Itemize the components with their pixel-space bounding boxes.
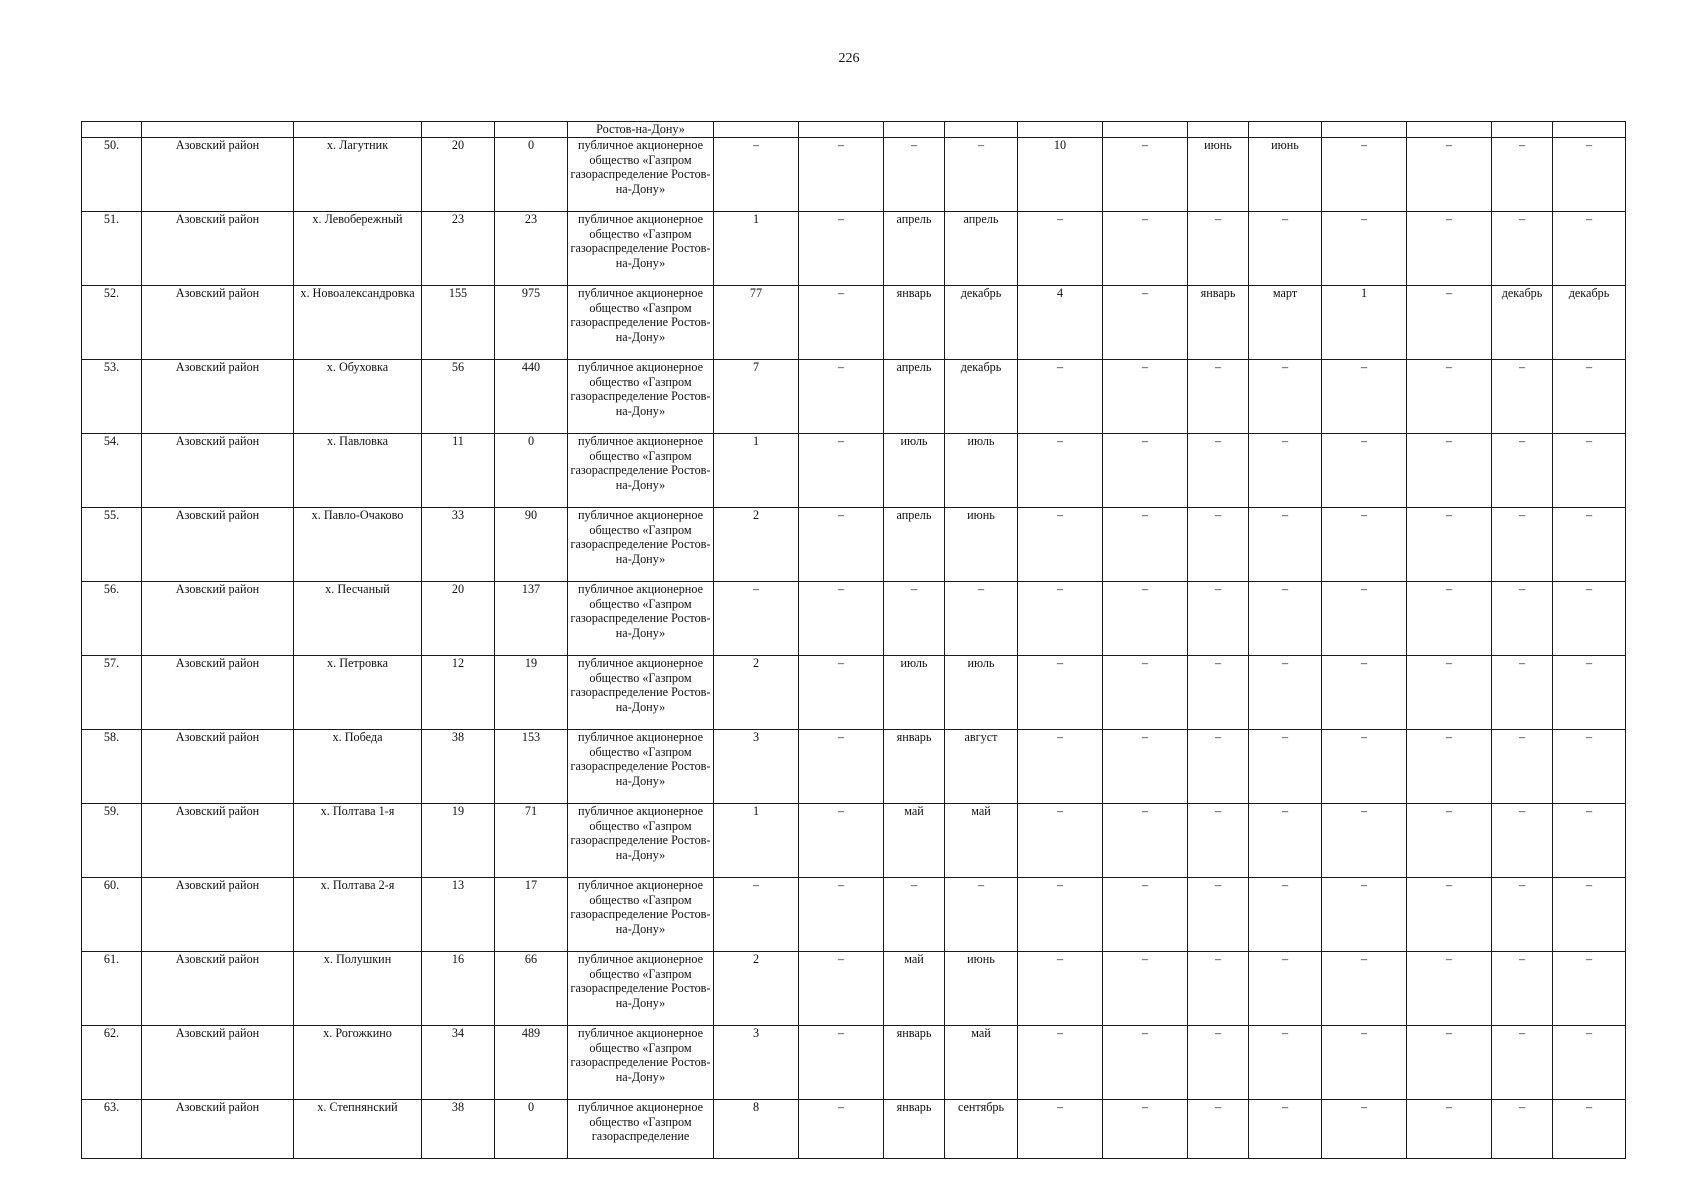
- settlement-cell: х. Павло-Очаково: [294, 508, 422, 582]
- data-cell-10: –: [1407, 952, 1492, 1026]
- page-number: 226: [838, 51, 860, 66]
- data-cell-9: –: [1322, 878, 1407, 952]
- data-cell-3: апрель: [884, 360, 945, 434]
- data-cell-1: 8: [714, 1100, 799, 1159]
- data-cell-5: –: [1018, 730, 1103, 804]
- data-cell-10: –: [1407, 1100, 1492, 1159]
- settlement-cell: х. Победа: [294, 730, 422, 804]
- data-cell-12: –: [1553, 656, 1626, 730]
- data-cell-9: –: [1322, 582, 1407, 656]
- table-row: [82, 360, 1626, 434]
- data-cell-9: –: [1322, 212, 1407, 286]
- data-cell-12: –: [1553, 730, 1626, 804]
- table-row: [82, 508, 1626, 582]
- data-cell-5: –: [1018, 804, 1103, 878]
- data-cell-7: –: [1188, 212, 1249, 286]
- data-cell-11: –: [1492, 1026, 1553, 1100]
- count-cell-1: 20: [422, 138, 495, 212]
- data-cell-2: –: [799, 508, 884, 582]
- data-cell-5: –: [1018, 1026, 1103, 1100]
- data-cell-10: –: [1407, 804, 1492, 878]
- data-cell-7: январь: [1188, 286, 1249, 360]
- data-cell-7: июнь: [1188, 138, 1249, 212]
- settlement-cell: х. Павловка: [294, 434, 422, 508]
- data-cell-8: март: [1249, 286, 1322, 360]
- data-cell-8: –: [1249, 212, 1322, 286]
- data-cell-10: –: [1407, 360, 1492, 434]
- table-row: [82, 212, 1626, 286]
- data-cell-4: июль: [945, 434, 1018, 508]
- row-number-cell: 53.: [82, 360, 142, 434]
- row-number-cell: 57.: [82, 656, 142, 730]
- data-cell-11: –: [1492, 878, 1553, 952]
- data-cell-3: апрель: [884, 212, 945, 286]
- data-cell-2: –: [799, 138, 884, 212]
- data-cell-11: –: [1492, 656, 1553, 730]
- data-cell-1: 1: [714, 212, 799, 286]
- data-cell-11: –: [1492, 582, 1553, 656]
- data-cell-3: июль: [884, 434, 945, 508]
- data-cell-6: –: [1103, 730, 1188, 804]
- count-cell-1: 33: [422, 508, 495, 582]
- data-cell-9: –: [1322, 730, 1407, 804]
- data-cell-10: –: [1407, 138, 1492, 212]
- table-row: [82, 952, 1626, 1026]
- data-cell-2: –: [799, 1100, 884, 1159]
- data-cell-5: –: [1018, 212, 1103, 286]
- organization-cell: публичное акционерное общество «Газпром газораспределение Ростов-на-Дону»: [568, 878, 714, 952]
- data-cell-7: –: [1188, 804, 1249, 878]
- data-cell-6: –: [1103, 212, 1188, 286]
- data-cell-11: –: [1492, 360, 1553, 434]
- count-cell-1: 20: [422, 582, 495, 656]
- continuation-text: Ростов-на-Дону»: [568, 122, 714, 138]
- data-cell-10: –: [1407, 582, 1492, 656]
- data-cell-7: –: [1188, 1026, 1249, 1100]
- data-cell-9: –: [1322, 508, 1407, 582]
- settlement-cell: х. Полушкин: [294, 952, 422, 1026]
- data-cell-6: –: [1103, 1100, 1188, 1159]
- district-cell: Азовский район: [142, 360, 294, 434]
- table-row: [82, 138, 1626, 212]
- table-row: [82, 878, 1626, 952]
- data-cell-2: –: [799, 434, 884, 508]
- data-cell-12: –: [1553, 952, 1626, 1026]
- data-cell-4: апрель: [945, 212, 1018, 286]
- data-cell-9: 1: [1322, 286, 1407, 360]
- row-number-cell: 52.: [82, 286, 142, 360]
- data-cell-3: январь: [884, 1026, 945, 1100]
- district-cell: Азовский район: [142, 508, 294, 582]
- count-cell-1: 23: [422, 212, 495, 286]
- data-cell-7: –: [1188, 878, 1249, 952]
- count-cell-1: 13: [422, 878, 495, 952]
- data-cell-8: –: [1249, 1026, 1322, 1100]
- data-cell-10: –: [1407, 434, 1492, 508]
- data-cell-11: –: [1492, 212, 1553, 286]
- data-cell-12: декабрь: [1553, 286, 1626, 360]
- data-cell-6: –: [1103, 582, 1188, 656]
- data-cell-12: –: [1553, 434, 1626, 508]
- data-cell-2: –: [799, 878, 884, 952]
- row-number-cell: 50.: [82, 138, 142, 212]
- settlement-cell: х. Полтава 2-я: [294, 878, 422, 952]
- data-cell-8: –: [1249, 878, 1322, 952]
- count-cell-2: 71: [495, 804, 568, 878]
- data-cell-6: –: [1103, 804, 1188, 878]
- row-number-cell: 56.: [82, 582, 142, 656]
- row-number-cell: 62.: [82, 1026, 142, 1100]
- data-cell-1: –: [714, 582, 799, 656]
- data-cell-2: –: [799, 656, 884, 730]
- settlement-cell: х. Песчаный: [294, 582, 422, 656]
- settlement-cell: х. Полтава 1-я: [294, 804, 422, 878]
- data-cell-9: –: [1322, 952, 1407, 1026]
- row-number-cell: 51.: [82, 212, 142, 286]
- table-row: [82, 434, 1626, 508]
- data-cell-11: –: [1492, 952, 1553, 1026]
- data-cell-9: –: [1322, 138, 1407, 212]
- data-cell-11: –: [1492, 508, 1553, 582]
- data-cell-12: –: [1553, 582, 1626, 656]
- count-cell-2: 137: [495, 582, 568, 656]
- district-cell: Азовский район: [142, 656, 294, 730]
- data-cell-10: –: [1407, 212, 1492, 286]
- data-cell-7: –: [1188, 1100, 1249, 1159]
- count-cell-2: 489: [495, 1026, 568, 1100]
- data-cell-6: –: [1103, 360, 1188, 434]
- settlement-cell: х. Петровка: [294, 656, 422, 730]
- data-cell-9: –: [1322, 656, 1407, 730]
- organization-cell: публичное акционерное общество «Газпром газораспределение Ростов-на-Дону»: [568, 434, 714, 508]
- data-cell-7: –: [1188, 582, 1249, 656]
- data-cell-1: 7: [714, 360, 799, 434]
- data-cell-6: –: [1103, 656, 1188, 730]
- table-row: [82, 1100, 1626, 1159]
- data-cell-2: –: [799, 582, 884, 656]
- data-cell-1: 2: [714, 656, 799, 730]
- data-cell-2: –: [799, 360, 884, 434]
- data-cell-1: –: [714, 878, 799, 952]
- count-cell-1: 12: [422, 656, 495, 730]
- data-cell-4: май: [945, 1026, 1018, 1100]
- count-cell-1: 19: [422, 804, 495, 878]
- data-cell-5: 10: [1018, 138, 1103, 212]
- data-cell-12: –: [1553, 360, 1626, 434]
- data-cell-3: январь: [884, 286, 945, 360]
- district-cell: Азовский район: [142, 1100, 294, 1159]
- data-cell-1: –: [714, 138, 799, 212]
- data-cell-2: –: [799, 804, 884, 878]
- organization-cell: публичное акционерное общество «Газпром газораспределение Ростов-на-Дону»: [568, 952, 714, 1026]
- data-cell-2: –: [799, 952, 884, 1026]
- data-cell-9: –: [1322, 804, 1407, 878]
- data-cell-4: июнь: [945, 508, 1018, 582]
- data-cell-10: –: [1407, 878, 1492, 952]
- table-row: [82, 730, 1626, 804]
- settlement-cell: х. Рогожкино: [294, 1026, 422, 1100]
- data-cell-3: апрель: [884, 508, 945, 582]
- organization-cell: публичное акционерное общество «Газпром газораспределение Ростов-на-Дону»: [568, 508, 714, 582]
- data-cell-8: –: [1249, 804, 1322, 878]
- district-cell: Азовский район: [142, 878, 294, 952]
- organization-cell: публичное акционерное общество «Газпром газораспределение Ростов-на-Дону»: [568, 212, 714, 286]
- count-cell-2: 66: [495, 952, 568, 1026]
- data-cell-4: –: [945, 138, 1018, 212]
- data-cell-8: –: [1249, 730, 1322, 804]
- row-number-cell: 61.: [82, 952, 142, 1026]
- data-cell-7: –: [1188, 360, 1249, 434]
- data-cell-3: –: [884, 878, 945, 952]
- data-cell-4: май: [945, 804, 1018, 878]
- data-cell-2: –: [799, 286, 884, 360]
- data-cell-3: май: [884, 952, 945, 1026]
- data-cell-4: –: [945, 878, 1018, 952]
- count-cell-1: 155: [422, 286, 495, 360]
- settlement-cell: х. Левобережный: [294, 212, 422, 286]
- data-cell-11: –: [1492, 434, 1553, 508]
- count-cell-1: 38: [422, 730, 495, 804]
- data-cell-9: –: [1322, 434, 1407, 508]
- data-cell-4: –: [945, 582, 1018, 656]
- data-cell-5: –: [1018, 434, 1103, 508]
- row-number-cell: 63.: [82, 1100, 142, 1159]
- data-cell-8: июнь: [1249, 138, 1322, 212]
- table-body: [82, 122, 1626, 1159]
- data-cell-5: –: [1018, 360, 1103, 434]
- count-cell-1: 38: [422, 1100, 495, 1159]
- data-cell-5: –: [1018, 1100, 1103, 1159]
- district-cell: Азовский район: [142, 1026, 294, 1100]
- organization-cell: публичное акционерное общество «Газпром газораспределение Ростов-на-Дону»: [568, 360, 714, 434]
- data-cell-11: –: [1492, 138, 1553, 212]
- data-cell-10: –: [1407, 730, 1492, 804]
- count-cell-2: 90: [495, 508, 568, 582]
- data-cell-12: –: [1553, 1100, 1626, 1159]
- data-cell-10: –: [1407, 1026, 1492, 1100]
- data-cell-3: –: [884, 138, 945, 212]
- row-number-cell: 60.: [82, 878, 142, 952]
- organization-cell: публичное акционерное общество «Газпром газораспределение Ростов-на-Дону»: [568, 804, 714, 878]
- data-cell-5: –: [1018, 952, 1103, 1026]
- district-cell: Азовский район: [142, 804, 294, 878]
- data-cell-2: –: [799, 212, 884, 286]
- data-cell-12: –: [1553, 138, 1626, 212]
- row-number-cell: 54.: [82, 434, 142, 508]
- data-cell-3: май: [884, 804, 945, 878]
- data-cell-1: 1: [714, 434, 799, 508]
- data-cell-1: 77: [714, 286, 799, 360]
- table-row: [82, 656, 1626, 730]
- count-cell-1: 11: [422, 434, 495, 508]
- data-cell-1: 3: [714, 1026, 799, 1100]
- data-cell-11: декабрь: [1492, 286, 1553, 360]
- data-cell-8: –: [1249, 952, 1322, 1026]
- data-cell-5: 4: [1018, 286, 1103, 360]
- data-cell-7: –: [1188, 508, 1249, 582]
- count-cell-2: 17: [495, 878, 568, 952]
- table-row: [82, 804, 1626, 878]
- data-cell-12: –: [1553, 212, 1626, 286]
- data-cell-12: –: [1553, 878, 1626, 952]
- count-cell-2: 0: [495, 434, 568, 508]
- data-cell-3: январь: [884, 1100, 945, 1159]
- data-cell-9: –: [1322, 1100, 1407, 1159]
- district-cell: Азовский район: [142, 138, 294, 212]
- data-cell-6: –: [1103, 286, 1188, 360]
- organization-cell: публичное акционерное общество «Газпром газораспределение Ростов-на-Дону»: [568, 138, 714, 212]
- settlement-cell: х. Степнянский: [294, 1100, 422, 1159]
- data-cell-4: сентябрь: [945, 1100, 1018, 1159]
- data-cell-1: 3: [714, 730, 799, 804]
- row-number-cell: 58.: [82, 730, 142, 804]
- district-cell: Азовский район: [142, 730, 294, 804]
- district-cell: Азовский район: [142, 952, 294, 1026]
- data-cell-5: –: [1018, 878, 1103, 952]
- data-cell-1: 1: [714, 804, 799, 878]
- data-cell-6: –: [1103, 508, 1188, 582]
- data-cell-11: –: [1492, 804, 1553, 878]
- district-cell: Азовский район: [142, 286, 294, 360]
- data-cell-6: –: [1103, 138, 1188, 212]
- data-cell-2: –: [799, 730, 884, 804]
- district-cell: Азовский район: [142, 582, 294, 656]
- count-cell-2: 975: [495, 286, 568, 360]
- settlement-cell: х. Лагутник: [294, 138, 422, 212]
- data-cell-1: 2: [714, 952, 799, 1026]
- count-cell-2: 0: [495, 138, 568, 212]
- data-cell-4: декабрь: [945, 286, 1018, 360]
- table-row: [82, 286, 1626, 360]
- data-cell-12: –: [1553, 1026, 1626, 1100]
- data-cell-8: –: [1249, 508, 1322, 582]
- continuation-row: [82, 122, 1626, 138]
- data-cell-4: август: [945, 730, 1018, 804]
- data-cell-3: июль: [884, 656, 945, 730]
- data-cell-6: –: [1103, 878, 1188, 952]
- data-cell-6: –: [1103, 952, 1188, 1026]
- data-cell-8: –: [1249, 582, 1322, 656]
- data-cell-11: –: [1492, 1100, 1553, 1159]
- organization-cell: публичное акционерное общество «Газпром газораспределение Ростов-на-Дону»: [568, 1026, 714, 1100]
- data-cell-8: –: [1249, 1100, 1322, 1159]
- row-number-cell: 59.: [82, 804, 142, 878]
- data-cell-9: –: [1322, 1026, 1407, 1100]
- data-cell-9: –: [1322, 360, 1407, 434]
- data-cell-8: –: [1249, 656, 1322, 730]
- count-cell-1: 56: [422, 360, 495, 434]
- data-cell-11: –: [1492, 730, 1553, 804]
- data-cell-5: –: [1018, 582, 1103, 656]
- data-cell-4: июнь: [945, 952, 1018, 1026]
- count-cell-2: 23: [495, 212, 568, 286]
- data-cell-7: –: [1188, 434, 1249, 508]
- data-cell-4: декабрь: [945, 360, 1018, 434]
- data-cell-2: –: [799, 1026, 884, 1100]
- data-cell-5: –: [1018, 656, 1103, 730]
- organization-cell: публичное акционерное общество «Газпром газораспределение: [568, 1100, 714, 1159]
- data-cell-1: 2: [714, 508, 799, 582]
- data-cell-3: январь: [884, 730, 945, 804]
- settlement-cell: х. Новоалександровка: [294, 286, 422, 360]
- row-number-cell: 55.: [82, 508, 142, 582]
- count-cell-2: 153: [495, 730, 568, 804]
- organization-cell: публичное акционерное общество «Газпром газораспределение Ростов-на-Дону»: [568, 582, 714, 656]
- count-cell-1: 34: [422, 1026, 495, 1100]
- data-cell-10: –: [1407, 508, 1492, 582]
- table-row: [82, 1026, 1626, 1100]
- data-cell-4: июль: [945, 656, 1018, 730]
- data-cell-12: –: [1553, 508, 1626, 582]
- count-cell-2: 440: [495, 360, 568, 434]
- data-cell-8: –: [1249, 360, 1322, 434]
- table-row: [82, 582, 1626, 656]
- settlement-cell: х. Обуховка: [294, 360, 422, 434]
- organization-cell: публичное акционерное общество «Газпром газораспределение Ростов-на-Дону»: [568, 656, 714, 730]
- data-cell-3: –: [884, 582, 945, 656]
- data-cell-10: –: [1407, 656, 1492, 730]
- gasification-table: [81, 121, 1626, 1159]
- organization-cell: публичное акционерное общество «Газпром газораспределение Ростов-на-Дону»: [568, 730, 714, 804]
- count-cell-2: 0: [495, 1100, 568, 1159]
- count-cell-1: 16: [422, 952, 495, 1026]
- data-cell-5: –: [1018, 508, 1103, 582]
- count-cell-2: 19: [495, 656, 568, 730]
- data-cell-10: –: [1407, 286, 1492, 360]
- district-cell: Азовский район: [142, 434, 294, 508]
- data-cell-7: –: [1188, 730, 1249, 804]
- data-cell-7: –: [1188, 656, 1249, 730]
- organization-cell: публичное акционерное общество «Газпром газораспределение Ростов-на-Дону»: [568, 286, 714, 360]
- data-cell-6: –: [1103, 434, 1188, 508]
- data-cell-8: –: [1249, 434, 1322, 508]
- district-cell: Азовский район: [142, 212, 294, 286]
- data-cell-7: –: [1188, 952, 1249, 1026]
- data-cell-6: –: [1103, 1026, 1188, 1100]
- data-cell-12: –: [1553, 804, 1626, 878]
